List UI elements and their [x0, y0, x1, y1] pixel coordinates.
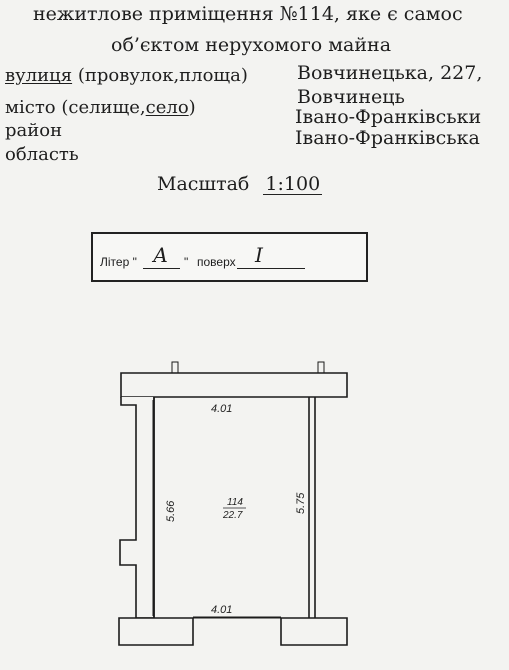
vent-mark-right — [318, 362, 324, 373]
scale-label: Масштаб — [157, 173, 250, 195]
header-line-2: об’єктом нерухомого майна — [111, 34, 392, 56]
city-label-start: місто (селище, — [5, 97, 146, 118]
street-label-rest: (провулок,площа) — [72, 65, 248, 86]
district-value: Івано-Франківськи — [295, 106, 482, 128]
street-value: Вовчинецька, 227, — [297, 62, 483, 84]
liter-close-quote: " — [184, 255, 189, 269]
room-number: 114 — [227, 497, 243, 508]
wall-bottom-right — [281, 618, 347, 645]
dim-bottom: 4.01 — [211, 604, 233, 616]
city-label-underlined: село — [145, 97, 189, 118]
wall-top — [121, 373, 347, 397]
wall-left — [120, 397, 154, 618]
dim-right: 5.75 — [295, 492, 307, 514]
floor-label: поверх — [197, 255, 236, 269]
wall-bottom-left — [119, 618, 193, 645]
region-label: область — [5, 144, 79, 165]
vent-mark-left — [172, 362, 178, 373]
scale-value: 1:100 — [265, 173, 321, 195]
room-area: 22.7 — [223, 510, 243, 521]
district-label: район — [5, 120, 63, 141]
liter-label: Літер " — [100, 255, 137, 269]
street-label-underlined: вулиця — [5, 65, 73, 86]
city-label-end: ) — [188, 97, 196, 118]
dim-left: 5.66 — [165, 500, 177, 522]
liter-value: А — [153, 243, 169, 267]
floor-value: I — [255, 243, 263, 267]
city-value: Вовчинець — [297, 86, 405, 108]
header-line-1: нежитлове приміщення №114, яке є самос — [33, 3, 463, 25]
dim-top: 4.01 — [211, 403, 233, 415]
region-value: Івано-Франківська — [295, 127, 480, 149]
